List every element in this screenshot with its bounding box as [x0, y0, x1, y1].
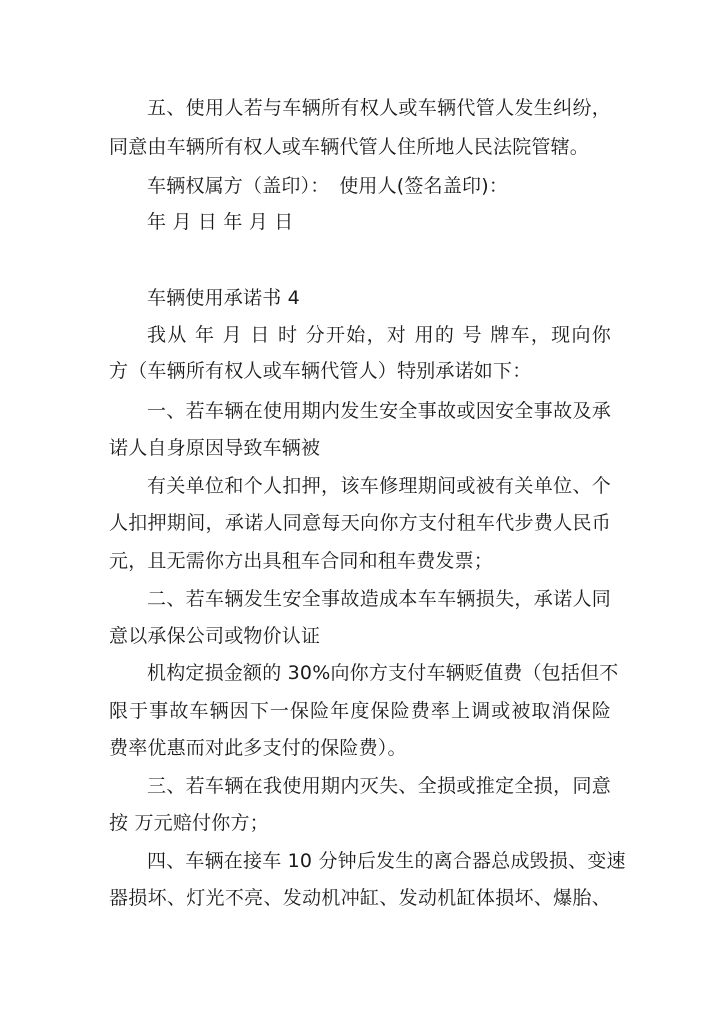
signature-parties-line: 车辆权属方（盖印）： 使用人(签名盖印)：	[147, 175, 509, 197]
paragraph-line: 费率优惠而对此多支付的保险费）。	[109, 737, 407, 759]
paragraph-line: 按 万元赔付你方；	[109, 812, 269, 834]
paragraph-line: 三、若车辆在我使用期内灭失、全损或推定全损，同意	[147, 775, 611, 797]
paragraph-line: 意以承保公司或物价认证	[109, 625, 321, 647]
paragraph-line: 同意由车辆所有权人或车辆代管人住所地人民法院管辖。	[109, 136, 590, 158]
paragraph-line: 二、若车辆发生安全事故造成本车车辆损失，承诺人同	[147, 588, 611, 610]
paragraph-line: 机构定损金额的 30%向你方支付车辆贬值费（包括但不	[147, 662, 619, 684]
paragraph-line: 方（车辆所有权人或车辆代管人）特别承诺如下：	[109, 360, 532, 382]
paragraph-line: 我从 年 月 日 时 分开始，对 用的 号 牌车，现向你	[147, 324, 611, 346]
paragraph-line: 四、车辆在接车 10 分钟后发生的离合器总成毁损、变速	[147, 850, 626, 872]
date-line: 年 月 日 年 月 日	[147, 211, 294, 233]
paragraph-line: 人扣押期间，承诺人同意每天向你方支付租车代步费人民币	[109, 512, 611, 534]
paragraph-line: 限于事故车辆因下一保险年度保险费率上调或被取消保险	[109, 700, 611, 722]
paragraph-line: 元，且无需你方出具租车合同和租车费发票；	[109, 550, 494, 572]
paragraph-line: 五、使用人若与车辆所有权人或车辆代管人发生纠纷，	[147, 97, 611, 119]
section-title: 车辆使用承诺书 4	[147, 287, 300, 309]
paragraph-line: 器损坏、灯光不亮、发动机冲缸、发动机缸体损坏、爆胎、	[109, 887, 611, 909]
paragraph-line: 诺人自身原因导致车辆被	[109, 437, 321, 459]
paragraph-line: 有关单位和个人扣押，该车修理期间或被有关单位、个	[147, 475, 611, 497]
paragraph-line: 一、若车辆在使用期内发生安全事故或因安全事故及承	[147, 400, 611, 422]
